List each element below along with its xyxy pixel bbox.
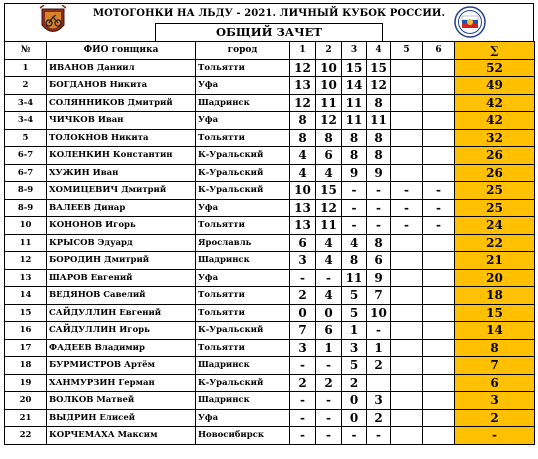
total-points-cell: 6 xyxy=(455,374,535,392)
event-title: МОТОГОНКИ НА ЛЬДУ - 2021. ЛИЧНЫЙ КУБОК РОССИИ. xyxy=(92,8,446,19)
table-row xyxy=(5,94,535,112)
stage-2-points-cell: 12 xyxy=(316,112,342,130)
stage-1-points-cell: 2 xyxy=(290,374,316,392)
stage-5-points-cell xyxy=(391,322,423,340)
city-cell: Тольятти xyxy=(196,304,290,322)
stage-3-points-cell: 5 xyxy=(342,304,367,322)
stage-6-points-cell xyxy=(423,269,455,287)
standings-subtitle: ОБЩИЙ ЗАЧЕТ xyxy=(155,23,383,41)
table-row xyxy=(5,217,535,235)
rider-name-cell: ХАНМУРЗИН Герман xyxy=(47,374,196,392)
stage-1-points-cell: - xyxy=(290,427,316,445)
stage-2-points-cell: 1 xyxy=(316,339,342,357)
stage-4-points-cell: 1 xyxy=(367,339,391,357)
place-cell: 6-7 xyxy=(5,164,47,182)
stage-5-points-cell xyxy=(391,339,423,357)
stage-2-points-cell: 6 xyxy=(316,147,342,165)
stage-5-points-cell xyxy=(391,252,423,270)
table-row xyxy=(5,234,535,252)
table-row xyxy=(5,409,535,427)
total-points-cell: 52 xyxy=(455,59,535,77)
city-cell: К-Уральский xyxy=(196,164,290,182)
stage-4-points-cell: 12 xyxy=(367,77,391,95)
city-cell: Уфа xyxy=(196,409,290,427)
stage-3-points-cell: 11 xyxy=(342,112,367,130)
place-cell: 18 xyxy=(5,357,47,375)
stage-5-points-cell xyxy=(391,374,423,392)
stage-3-points-cell: - xyxy=(342,427,367,445)
stage-4-points-cell: 8 xyxy=(367,94,391,112)
stage-4-points-cell: 6 xyxy=(367,252,391,270)
city-cell: Шадринск xyxy=(196,392,290,410)
table-row xyxy=(5,59,535,77)
place-cell: 17 xyxy=(5,339,47,357)
stage-5-points-cell xyxy=(391,77,423,95)
col-stage-5-header: 5 xyxy=(391,42,423,60)
stage-3-points-cell: - xyxy=(342,199,367,217)
col-name-header: ФИО гонщика xyxy=(47,42,196,60)
stage-1-points-cell: 12 xyxy=(290,59,316,77)
place-cell: 2 xyxy=(5,77,47,95)
rider-name-cell: БОРОДИН Дмитрий xyxy=(47,252,196,270)
total-points-cell: 42 xyxy=(455,112,535,130)
stage-1-points-cell: 10 xyxy=(290,182,316,200)
stage-2-points-cell: - xyxy=(316,427,342,445)
stage-6-points-cell xyxy=(423,94,455,112)
stage-6-points-cell xyxy=(423,339,455,357)
rider-name-cell: КОЛЕНКИН Константин xyxy=(47,147,196,165)
place-cell: 14 xyxy=(5,287,47,305)
stage-6-points-cell xyxy=(423,287,455,305)
city-cell: К-Уральский xyxy=(196,374,290,392)
stage-5-points-cell xyxy=(391,59,423,77)
stage-2-points-cell: 4 xyxy=(316,164,342,182)
stage-6-points-cell xyxy=(423,409,455,427)
place-cell: 11 xyxy=(5,234,47,252)
stage-1-points-cell: 13 xyxy=(290,217,316,235)
stage-6-points-cell xyxy=(423,304,455,322)
rider-name-cell: КОНОНОВ Игорь xyxy=(47,217,196,235)
stage-3-points-cell: 2 xyxy=(342,374,367,392)
stage-4-points-cell xyxy=(367,374,391,392)
stage-3-points-cell: - xyxy=(342,217,367,235)
total-points-cell: 24 xyxy=(455,217,535,235)
stage-6-points-cell xyxy=(423,252,455,270)
stage-5-points-cell xyxy=(391,409,423,427)
place-cell: 15 xyxy=(5,304,47,322)
total-points-cell: 18 xyxy=(455,287,535,305)
city-cell: Шадринск xyxy=(196,252,290,270)
stage-4-points-cell: - xyxy=(367,322,391,340)
rider-name-cell: ИВАНОВ Даниил xyxy=(47,59,196,77)
header-row xyxy=(5,42,535,60)
stage-2-points-cell: - xyxy=(316,357,342,375)
stage-5-points-cell xyxy=(391,392,423,410)
table-row xyxy=(5,182,535,200)
place-cell: 3-4 xyxy=(5,112,47,130)
city-cell: К-Уральский xyxy=(196,182,290,200)
total-points-cell: 21 xyxy=(455,252,535,270)
city-cell: Шадринск xyxy=(196,357,290,375)
col-total-header: ∑ xyxy=(455,42,535,60)
table-row xyxy=(5,147,535,165)
stage-6-points-cell: - xyxy=(423,182,455,200)
stage-2-points-cell: 4 xyxy=(316,252,342,270)
stage-3-points-cell: 8 xyxy=(342,252,367,270)
total-points-cell: 20 xyxy=(455,269,535,287)
stage-2-points-cell: 4 xyxy=(316,287,342,305)
place-cell: 10 xyxy=(5,217,47,235)
results-sheet xyxy=(4,3,534,456)
table-row xyxy=(5,164,535,182)
stage-6-points-cell xyxy=(423,112,455,130)
stage-3-points-cell: 1 xyxy=(342,322,367,340)
stage-5-points-cell: - xyxy=(391,217,423,235)
col-stage-3-header: 3 xyxy=(342,42,367,60)
rider-name-cell: ШАРОВ Евгений xyxy=(47,269,196,287)
stage-2-points-cell: - xyxy=(316,409,342,427)
total-points-cell: 3 xyxy=(455,392,535,410)
table-row xyxy=(5,199,535,217)
place-cell: 6-7 xyxy=(5,147,47,165)
city-cell: Шадринск xyxy=(196,94,290,112)
stage-2-points-cell: 10 xyxy=(316,59,342,77)
place-cell: 1 xyxy=(5,59,47,77)
stage-1-points-cell: 2 xyxy=(290,287,316,305)
stage-1-points-cell: 13 xyxy=(290,199,316,217)
rider-name-cell: КОРЧЕМАХА Максим xyxy=(47,427,196,445)
table-row xyxy=(5,427,535,445)
stage-4-points-cell: 9 xyxy=(367,164,391,182)
stage-5-points-cell xyxy=(391,269,423,287)
stage-3-points-cell: 11 xyxy=(342,269,367,287)
table-row xyxy=(5,392,535,410)
stage-3-points-cell: 0 xyxy=(342,409,367,427)
total-points-cell: 2 xyxy=(455,409,535,427)
stage-4-points-cell: 8 xyxy=(367,147,391,165)
stage-4-points-cell: 2 xyxy=(367,409,391,427)
col-place-header: № xyxy=(5,42,47,60)
total-points-cell: 22 xyxy=(455,234,535,252)
rider-name-cell: САЙДУЛЛИН Евгений xyxy=(47,304,196,322)
table-row xyxy=(5,322,535,340)
stage-3-points-cell: 5 xyxy=(342,287,367,305)
stage-6-points-cell xyxy=(423,77,455,95)
stage-1-points-cell: 12 xyxy=(290,94,316,112)
rider-name-cell: СОЛЯННИКОВ Дмитрий xyxy=(47,94,196,112)
table-row xyxy=(5,339,535,357)
rider-name-cell: БУРМИСТРОВ Артём xyxy=(47,357,196,375)
stage-6-points-cell xyxy=(423,357,455,375)
city-cell: Тольятти xyxy=(196,129,290,147)
stage-2-points-cell: 11 xyxy=(316,94,342,112)
place-cell: 12 xyxy=(5,252,47,270)
rider-name-cell: ЧИЧКОВ Иван xyxy=(47,112,196,130)
total-points-cell: 8 xyxy=(455,339,535,357)
stage-5-points-cell xyxy=(391,234,423,252)
stage-2-points-cell: 12 xyxy=(316,199,342,217)
stage-3-points-cell: 9 xyxy=(342,164,367,182)
stage-4-points-cell: 3 xyxy=(367,392,391,410)
stage-2-points-cell: 2 xyxy=(316,374,342,392)
city-cell: Тольятти xyxy=(196,339,290,357)
city-cell: К-Уральский xyxy=(196,322,290,340)
stage-6-points-cell xyxy=(423,164,455,182)
city-cell: Тольятти xyxy=(196,59,290,77)
stage-4-points-cell: 2 xyxy=(367,357,391,375)
stage-3-points-cell: 5 xyxy=(342,357,367,375)
stage-1-points-cell: 3 xyxy=(290,252,316,270)
stage-4-points-cell: - xyxy=(367,199,391,217)
stage-1-points-cell: 8 xyxy=(290,129,316,147)
stage-4-points-cell: 10 xyxy=(367,304,391,322)
table-row xyxy=(5,287,535,305)
table-row xyxy=(5,252,535,270)
stage-5-points-cell xyxy=(391,129,423,147)
stage-5-points-cell: - xyxy=(391,182,423,200)
city-cell: Уфа xyxy=(196,112,290,130)
stage-5-points-cell xyxy=(391,427,423,445)
stage-1-points-cell: 4 xyxy=(290,147,316,165)
stage-1-points-cell: 4 xyxy=(290,164,316,182)
stage-3-points-cell: 15 xyxy=(342,59,367,77)
rider-name-cell: ВЫДРИН Елисей xyxy=(47,409,196,427)
table-row xyxy=(5,374,535,392)
stage-5-points-cell xyxy=(391,147,423,165)
stage-6-points-cell xyxy=(423,129,455,147)
stage-4-points-cell: - xyxy=(367,182,391,200)
place-cell: 13 xyxy=(5,269,47,287)
place-cell: 19 xyxy=(5,374,47,392)
stage-4-points-cell: 8 xyxy=(367,234,391,252)
total-points-cell: - xyxy=(455,427,535,445)
place-cell: 3-4 xyxy=(5,94,47,112)
table-row xyxy=(5,77,535,95)
place-cell: 8-9 xyxy=(5,199,47,217)
col-stage-1-header: 1 xyxy=(290,42,316,60)
stage-3-points-cell: 3 xyxy=(342,339,367,357)
stage-1-points-cell: 8 xyxy=(290,112,316,130)
city-cell: Тольятти xyxy=(196,217,290,235)
city-cell: К-Уральский xyxy=(196,147,290,165)
place-cell: 22 xyxy=(5,427,47,445)
rider-name-cell: ФАДЕЕВ Владимир xyxy=(47,339,196,357)
stage-1-points-cell: - xyxy=(290,392,316,410)
sheet-header xyxy=(4,3,534,41)
stage-2-points-cell: 8 xyxy=(316,129,342,147)
stage-4-points-cell: - xyxy=(367,217,391,235)
total-points-cell: 32 xyxy=(455,129,535,147)
stage-1-points-cell: 6 xyxy=(290,234,316,252)
total-points-cell: 25 xyxy=(455,199,535,217)
stage-5-points-cell xyxy=(391,164,423,182)
standings-table xyxy=(4,41,535,445)
stage-2-points-cell: 11 xyxy=(316,217,342,235)
table-row xyxy=(5,269,535,287)
stage-1-points-cell: 13 xyxy=(290,77,316,95)
stage-5-points-cell xyxy=(391,94,423,112)
city-cell: Уфа xyxy=(196,199,290,217)
city-cell: Уфа xyxy=(196,77,290,95)
stage-3-points-cell: 8 xyxy=(342,129,367,147)
place-cell: 20 xyxy=(5,392,47,410)
stage-2-points-cell: 15 xyxy=(316,182,342,200)
stage-4-points-cell: 11 xyxy=(367,112,391,130)
rider-name-cell: БОГДАНОВ Никита xyxy=(47,77,196,95)
stage-6-points-cell xyxy=(423,59,455,77)
stage-1-points-cell: 0 xyxy=(290,304,316,322)
stage-6-points-cell: - xyxy=(423,199,455,217)
col-city-header: город xyxy=(196,42,290,60)
total-points-cell: 15 xyxy=(455,304,535,322)
table-row xyxy=(5,112,535,130)
stage-4-points-cell: 15 xyxy=(367,59,391,77)
stage-4-points-cell: 9 xyxy=(367,269,391,287)
city-cell: Новосибирск xyxy=(196,427,290,445)
stage-3-points-cell: 0 xyxy=(342,392,367,410)
total-points-cell: 49 xyxy=(455,77,535,95)
rider-name-cell: ТОЛОКНОВ Никита xyxy=(47,129,196,147)
rider-name-cell: ХУЖИН Иван xyxy=(47,164,196,182)
stage-5-points-cell xyxy=(391,304,423,322)
total-points-cell: 14 xyxy=(455,322,535,340)
place-cell: 16 xyxy=(5,322,47,340)
stage-4-points-cell: 8 xyxy=(367,129,391,147)
stage-3-points-cell: - xyxy=(342,182,367,200)
federation-seal-icon xyxy=(454,6,486,38)
rider-name-cell: КРЫСОВ Эдуард xyxy=(47,234,196,252)
stage-6-points-cell xyxy=(423,147,455,165)
rider-name-cell: ВОЛКОВ Матвей xyxy=(47,392,196,410)
place-cell: 5 xyxy=(5,129,47,147)
stage-2-points-cell: - xyxy=(316,392,342,410)
total-points-cell: 26 xyxy=(455,147,535,165)
stage-5-points-cell xyxy=(391,357,423,375)
rider-name-cell: ВЕДЯНОВ Савелий xyxy=(47,287,196,305)
city-cell: Тольятти xyxy=(196,287,290,305)
rider-name-cell: САЙДУЛЛИН Игорь xyxy=(47,322,196,340)
stage-1-points-cell: - xyxy=(290,357,316,375)
stage-6-points-cell xyxy=(423,322,455,340)
stage-5-points-cell xyxy=(391,112,423,130)
stage-3-points-cell: 4 xyxy=(342,234,367,252)
stage-2-points-cell: - xyxy=(316,269,342,287)
col-stage-6-header: 6 xyxy=(423,42,455,60)
col-stage-2-header: 2 xyxy=(316,42,342,60)
total-points-cell: 25 xyxy=(455,182,535,200)
rider-name-cell: ВАЛЕЕВ Динар xyxy=(47,199,196,217)
stage-1-points-cell: - xyxy=(290,409,316,427)
total-points-cell: 7 xyxy=(455,357,535,375)
stage-1-points-cell: - xyxy=(290,269,316,287)
stage-2-points-cell: 0 xyxy=(316,304,342,322)
place-cell: 8-9 xyxy=(5,182,47,200)
place-cell: 21 xyxy=(5,409,47,427)
stage-6-points-cell xyxy=(423,374,455,392)
stage-4-points-cell: - xyxy=(367,427,391,445)
city-cell: Ярославль xyxy=(196,234,290,252)
stage-2-points-cell: 10 xyxy=(316,77,342,95)
total-points-cell: 26 xyxy=(455,164,535,182)
stage-6-points-cell xyxy=(423,427,455,445)
stage-2-points-cell: 6 xyxy=(316,322,342,340)
table-row xyxy=(5,129,535,147)
stage-2-points-cell: 4 xyxy=(316,234,342,252)
stage-6-points-cell xyxy=(423,392,455,410)
stage-1-points-cell: 3 xyxy=(290,339,316,357)
stage-6-points-cell: - xyxy=(423,217,455,235)
table-row xyxy=(5,304,535,322)
stage-6-points-cell xyxy=(423,234,455,252)
stage-3-points-cell: 11 xyxy=(342,94,367,112)
stage-5-points-cell: - xyxy=(391,199,423,217)
stage-5-points-cell xyxy=(391,287,423,305)
total-points-cell: 42 xyxy=(455,94,535,112)
stage-4-points-cell: 7 xyxy=(367,287,391,305)
stage-3-points-cell: 8 xyxy=(342,147,367,165)
rider-name-cell: ХОМИЦЕВИЧ Дмитрий xyxy=(47,182,196,200)
stage-1-points-cell: 7 xyxy=(290,322,316,340)
city-cell: Уфа xyxy=(196,269,290,287)
stage-3-points-cell: 14 xyxy=(342,77,367,95)
col-stage-4-header: 4 xyxy=(367,42,391,60)
table-row xyxy=(5,357,535,375)
